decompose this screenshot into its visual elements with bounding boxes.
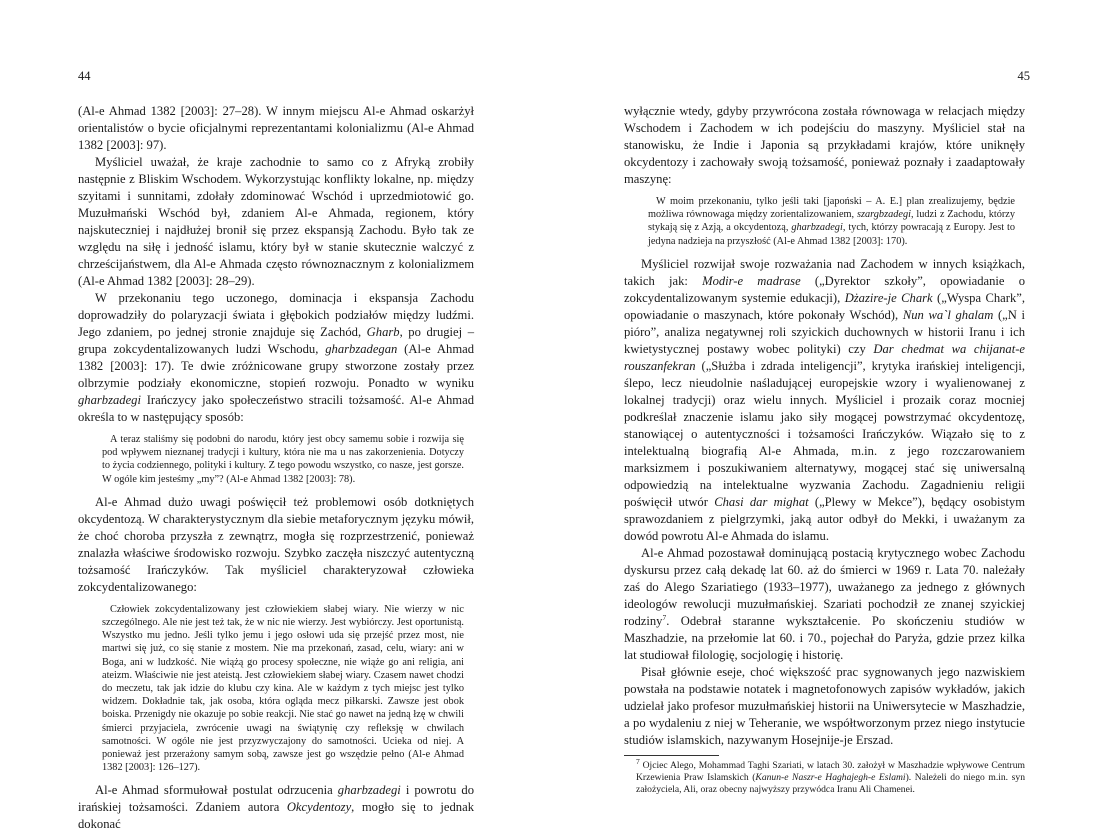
text-run: („Plewy w Mekce”), będący osobistym sprawozdaniem z pielgrzymki, jaką autor odbył do Mekki, i uważanym za dowód powrotu Al-e Ahmada do islamu. [624, 494, 1025, 543]
block-quote [648, 195, 1015, 248]
italic-title: Dar chedmat wa chijanat-e rouszanfekran [624, 341, 1025, 373]
italic-term: gharbzadegan [325, 342, 398, 356]
footnote-marker[interactable]: 7 [662, 612, 667, 622]
italic-term: Gharb [366, 325, 400, 339]
text-run: , ludzi z Zachodu, którzy stykają się z Azją, a okcydentozą, [648, 209, 1015, 234]
text-run: Al-e Ahmad sformułował postulat odrzucenia [95, 783, 338, 798]
italic-title: Dżazire-je Chark [844, 290, 933, 305]
text-run: ). Należeli do niego m.in. syn założyciela, Ali, oraz obecny najwyższy przywódca Iranu Ali Chamenei. [636, 772, 1025, 796]
text-run: Ojciec Alego, Mohammad Taghi Szariati, w latach 30. założył w Maszhadzie wpływowe Centrum Krzewienia Praw Islamskich ( [636, 759, 1025, 784]
paragraph [78, 290, 474, 426]
page-number: 45 [1017, 69, 1030, 83]
italic-term: gharbzadegi [791, 222, 843, 234]
italic-term: gharbzadegi [337, 783, 401, 798]
paragraph: Myśliciel uważał, że kraje zachodnie to samo co z Afryką zrobiły następnie z Bliskim Wschodem. Wykorzystując konflikty lokalne, np. między szyitami i sunnitami, zdołały zdominować Wschód i uprzedmiotowić go. Muzułmański Wschód był, zdaniem Al-e Ahmada, regionem, który najskuteczniej i najdłużej bronił się przez ekspansją Zachodu. Było tak ze względu na siłę i jedność islamu, który był w stanie skutecznie walczyć z chrześcijaństwem, dla Al-e Ahmada często równoznacznym z kolonializmem (Al-e Ahmad 1382 [2003]: 28–29). [78, 155, 474, 288]
text-run: W moim przekonaniu, tylko jeśli taki [japoński – A. E.] plan zrealizujemy, będzie możliwa równowaga między zorientalizowaniem, [648, 196, 1015, 221]
paragraph: (Al-e Ahmad 1382 [2003]: 27–28). W innym miejscu Al-e Ahmad oskarżył orientalistów o bycie oficjalnymi reprezentantami kolonializmu (Al-e Ahmad 1382 [2003]: 97). [78, 104, 474, 152]
quote-text: Człowiek zokcydentalizowany jest człowiekiem słabej wiary. Nie wierzy w nic szczególnego. Ale nie jest też tak, że w nic nie wierzy. Jest wybiórczy. Jest oportunistą. Wszystko mu jedno. Jeśli tylko jemu i jego osłowi uda się przejść przez most, nie martwi się już, co się stanie z mostem. Nie ma przekonań, zasad, celu, wiary: ani w Boga, ani w ludzkość. Nie wiążą go procesy społeczne, nie wiąże go ani religia, ani ateizm. Właściwie nie jest ateistą. Jest człowiekiem słabej wiary. Czasem nawet chodzi do meczetu, tak jak idzie do klubu czy kina. Ale w każdym z tych miejsc jest tylko widzem. Dokładnie tak, jak osoba, która ogląda mecz piłkarski. Zawsze jest obok boiska. Przenigdy nie okazuje po sobie reakcji. Nie stać go nawet na jedną łzę w chwili śmierci przyjaciela, zwrócenie uwagi na świątynię czy refleksję w chwilach samotności. W ogóle nie jest przyzwyczajony do samotności. Ucieka od niej. A ponieważ jest przerażony samym sobą, zawsze jest go wszędzie pełno (Al-e Ahmad 1382 [2003]: 126–127). [102, 603, 464, 774]
paragraph: wyłącznie wtedy, gdyby przywrócona została równowaga w relacjach między Wschodem i Zachodem w ich podejściu do maszyny. Myśliciel stał na stanowisku, że Indie i Japonia są przykładami krajów, które uniknęły okcydentozy i zachowały swoją tożsamość, ponieważ poznały i zaadaptowały maszynę: [624, 104, 1025, 186]
paragraph [78, 782, 474, 833]
italic-term: szargbzadegi [856, 209, 911, 221]
page-number: 44 [78, 69, 91, 83]
quote-text: A teraz staliśmy się podobni do narodu, który jest obcy samemu sobie i rozwija się pod wpływem nieznanej tradycji i kultury, która nie ma u nas zakorzenienia. Dotyczy to życia codziennego, polityki i kultury. Z tego powodu wszystko, co nasze, jest gorsze. W ogóle kim jesteśmy „my”? (Al-e Ahmad 1382 [2003]: 78). [102, 434, 464, 485]
text-run: („Dyrektor szkoły”, opowiadanie o zokcydentalizowanym systemie edukacji), [624, 273, 1026, 305]
italic-title: Kanun-e Naszr-e Haghajegh-e Eslami [755, 772, 906, 784]
text-run: W przekonaniu tego uczonego, dominacja i ekspansja Zachodu doprowadziły do polaryzacji świata i głębokich podziałów między ludźmi. Jego zdaniem, po jednej stronie znajduje się Zachód, [78, 291, 474, 339]
paragraph [624, 545, 1025, 664]
block-quote [102, 433, 464, 486]
text-run: (Al-e Ahmad 1382 [2003]: 17). Te dwie zróżnicowane grupy stworzone zostały przez olbrzymie podziały ekonomiczne, stopień rozwoju. Ponadto w wyniku [78, 342, 475, 390]
left-page [0, 0, 550, 832]
right-text-column [624, 103, 1025, 796]
paragraph: Al-e Ahmad dużo uwagi poświęcił też problemowi osób dotkniętych okcydentozą. W charakterystycznym dla siebie metaforycznym języku mówił, że choć choroba przyszła z zewnątrz, mogła się rozprzestrzenić, ponieważ znalazła właściwe środowisko rozwoju. Szybko zaczęła niszczyć autentyczną tożsamość Irańczyków. Tak myśliciel charakteryzował człowieka zokcydentalizowanego: [78, 494, 474, 594]
text-run: („Służba i zdrada inteligencji”, krytyka irańskiej inteligencji, ślepo, lecz nieudolnie naśladującej europejskie wzory i wyalienowanej z lokalnej tradycji) oraz wielu innych. Myśliciel i prozaik coraz mocniej podkreślał znaczenie islamu jako siły mogącej powstrzymać okcydentozę, stanowiącej o autentyczności i tożsamości Irańczyków. Wiązało się to z intelektualną biografią Al-e Ahmada, m.in. z jego rozczarowaniem marksizmem i poszukiwaniem alternatywy, mogącej stać się uniwersalną odpowiedzią na intelektualne wyzwania Zachodu. Zagadnieniu religii poświęcił utwór [624, 358, 1025, 509]
text-run: („Wyspa Chark”, opowiadanie o maszynach, które pokonały Wschód), [624, 290, 1025, 322]
italic-term: Okcydentozy [286, 800, 352, 815]
text-run: . Odebrał staranne wykształcenie. Po skończeniu studiów w Maszhadzie, na przełomie lat 60. i 70., pojechał do Paryża, gdzie przez kilka lat studiował filologię, socjologię i historię. [624, 613, 1025, 662]
text-run: Irańczycy jako społeczeństwo stracili tożsamość. Al-e Ahmad określa to w następujący sposób: [78, 393, 474, 424]
footnote-number: 7 [636, 756, 640, 766]
italic-title: Nun wa`l ghalam [902, 307, 994, 322]
text-run: („N i pióro”, analiza negatywnej roli szyickich duchownych w historii Iranu i ich kwietystycznej postawy wobec polityki) czy [624, 307, 1025, 356]
footnote [624, 756, 1025, 797]
italic-title: Chasi dar mighat [714, 494, 809, 509]
text-run: i powrotu do irańskiej tożsamości. Zdaniem autora [78, 783, 474, 815]
text-run: Al-e Ahmad pozostawał dominującą postacią krytycznego wobec Zachodu dyskursu przez całą dekadę lat 60. aż do śmierci w 1969 r. Lata 70. należały zaś do Alego Szariatiego (1933–1977), uważanego za jednego z głównych ideologów rewolucji muzułmańskiej. Szariati pochodził ze znanej szyickiej rodziny [624, 545, 1025, 628]
text-run: , mogło się to jednak dokonać [78, 800, 474, 832]
left-text-column [78, 103, 474, 833]
paragraph: Pisał głównie eseje, choć większość prac sygnowanych jego nazwiskiem powstała na podstawie notatek i magnetofonowych zapisów wykładów, jakich udzielał jako profesor muzułmańskiej historii na Uniwersytecie w Maszhadzie, a po wydaleniu z niej w Teheranie, we współtworzonym przez niego instytucie studiów islamskich, nazywanym Hosejnije-je Erszad. [624, 664, 1025, 747]
right-page [550, 0, 1100, 796]
text-run: , po drugiej – grupa zokcydentalizowanych ludzi Wschodu, [78, 325, 474, 356]
italic-title: Modir-e madrase [702, 273, 801, 288]
block-quote [102, 603, 464, 775]
text-run: , tych, którzy powracają z Europy. Jest to jedyna nadzieja na przyszłość (Al-e Ahmad 1382 [2003]: 170). [648, 222, 1015, 247]
text-run: Myśliciel rozwijał swoje rozważania nad Zachodem w innych książkach, takich jak: [624, 256, 1025, 288]
quote-text [648, 195, 1015, 248]
italic-term: gharbzadegi [78, 393, 141, 407]
paragraph [624, 256, 1025, 545]
